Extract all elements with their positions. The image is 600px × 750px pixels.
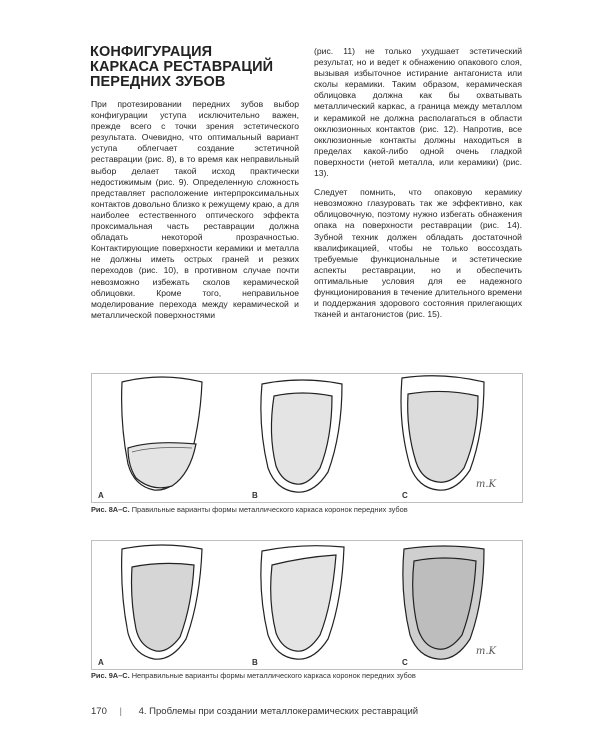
chapter-title: 4. Проблемы при создании металлокерамических реставраций [138, 706, 419, 717]
artist-signature: m.K [475, 646, 496, 657]
panel-label-b: B [252, 658, 258, 667]
panel-label-a: A [98, 658, 104, 667]
section-title-line: КАРКАСА РЕСТАВРАЦИЙ [90, 59, 274, 75]
panel-label-c: C [402, 658, 408, 667]
caption-text: Неправильные варианты формы металлического каркаса коронок передних зубов [129, 671, 416, 680]
panel-label-c: C [402, 491, 408, 500]
caption-text: Правильные варианты формы металлического каркаса коронок передних зубов [129, 505, 408, 514]
section-title [90, 45, 300, 90]
artist-signature: m.K [475, 479, 496, 490]
figure-9-drawing [92, 541, 522, 669]
left-text-column [91, 99, 299, 329]
paragraph: Следует помнить, что опаковую керамику невозможно глазуровать так же эффективно, как облицовочную, поэтому нужно избегать обнажения опака на поверхности реставрации (рис. 14). Зубной техник должен обладать достаточной квалификацией, чтобы не только воссоздать требуемые функциональные и эстетические аспекты реставрации, но и обеспечить оптимальные условия для ее надежного функционирования в течение длительного времени и поддержания здорового состояния прилегающих тканей и антагонистов (рис. 15). [314, 187, 522, 320]
figure-8-illustration [91, 373, 523, 503]
figure-8-caption [91, 505, 531, 514]
paragraph: (рис. 11) не только ухудшает эстетический результат, но и ведет к обнажению опакового слоя, вызывая избыточное истирание антагониста или сколы керамики. Таким образом, керамическая облицовка должна как бы охватывать металлический каркас, а граница между металлом и керамикой не должна располагаться в области окклюзионных контактов (рис. 12). Напротив, все окклюзионные контакты должны находиться в пределах какой-либо одной очень гладкой поверхности (нетой металла, или керамики) (рис. 13). [314, 46, 522, 179]
page-footer [91, 706, 531, 717]
caption-ref: Рис. 8A–C. [91, 505, 130, 514]
tooth-b-framework [271, 555, 336, 651]
page-number: 170 [91, 706, 107, 717]
right-text-column [314, 46, 522, 328]
caption-ref: Рис. 9A–C. [91, 671, 130, 680]
panel-label-b: B [252, 491, 258, 500]
footer-separator: | [119, 706, 122, 717]
tooth-a-framework [132, 563, 195, 651]
section-title-line: КОНФИГУРАЦИЯ [90, 44, 213, 60]
figure-8-drawing [92, 374, 522, 502]
section-title-line: ПЕРЕДНИХ ЗУБОВ [90, 74, 226, 90]
panel-label-a: A [98, 491, 104, 500]
figure-9-illustration [91, 540, 523, 670]
figure-9-caption [91, 671, 531, 680]
paragraph: При протезировании передних зубов выбор конфигурации уступа исключительно важен, прежде всего с точки зрения эстетического результата. Очевидно, что оптимальный вариант уступа облегчает создание эстетичной реставрации (рис. 8), в то время как неправильный выбор делает такой исход практически недостижимым (рис. 9). Определенную сложность представляет расположение интерпроксимальных контактов довольно близко к режущему краю, а для наиболее естественного оптического эффекта проксимальная часть реставрации должна обладать некоторой прозрачностью. Контактирующие поверхности керамики и металла не должны иметь острых граней и резких переходов (рис. 10), в противном случае почти невозможно избежать сколов керамической облицовки. Кроме того, неправильное моделирование перехода между керамической и металлической поверхностями [91, 99, 299, 320]
tooth-c-framework [408, 391, 478, 482]
tooth-b-framework [271, 393, 332, 484]
tooth-a-framework [128, 443, 196, 488]
